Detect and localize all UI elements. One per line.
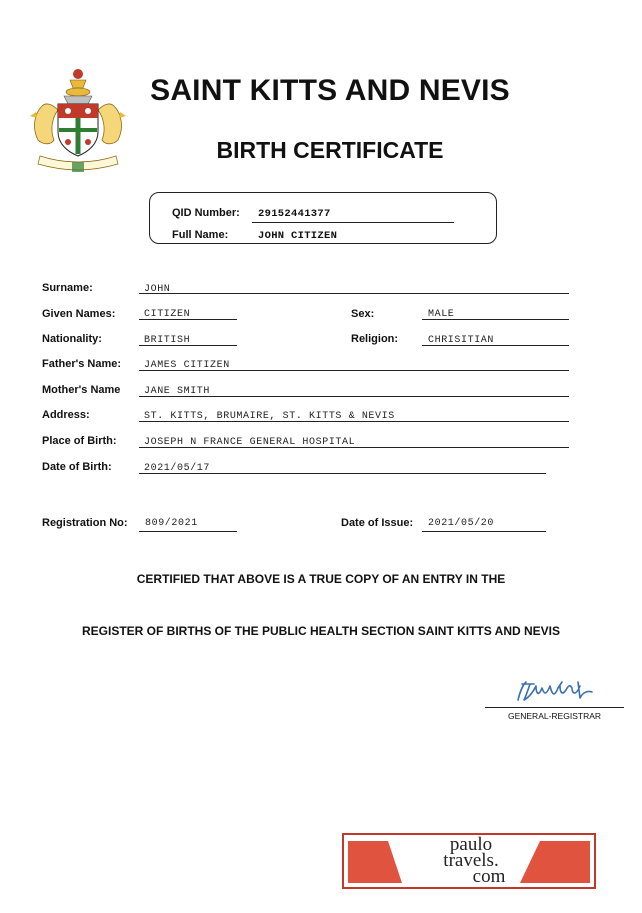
qid-underline xyxy=(252,222,454,223)
sex-value: MALE xyxy=(428,309,455,320)
signature-icon xyxy=(508,676,598,706)
place-of-birth-label: Place of Birth: xyxy=(42,435,117,447)
country-title: SAINT KITTS AND NEVIS xyxy=(150,74,510,107)
given-names-label: Given Names: xyxy=(42,308,116,320)
religion-underline xyxy=(422,345,569,346)
address-underline xyxy=(139,421,569,422)
document-title: BIRTH CERTIFICATE xyxy=(216,137,444,163)
coat-of-arms-icon xyxy=(28,66,128,174)
nationality-label: Nationality: xyxy=(42,333,102,345)
father-label: Father's Name: xyxy=(42,358,122,370)
father-value: JAMES CITIZEN xyxy=(144,360,230,371)
registration-no-underline xyxy=(139,531,237,532)
mother-underline xyxy=(139,396,569,397)
logo-line-2: travels. xyxy=(443,850,499,871)
sex-label: Sex: xyxy=(351,308,375,320)
full-name-underline xyxy=(252,243,454,244)
qid-label: QID Number: xyxy=(172,207,240,219)
father-underline xyxy=(139,370,569,371)
logo-line-1: paulo xyxy=(449,834,493,855)
nationality-underline xyxy=(139,345,237,346)
full-name-label: Full Name: xyxy=(172,229,229,241)
mother-value: JANE SMITH xyxy=(144,386,211,397)
surname-label: Surname: xyxy=(42,282,93,294)
given-names-value: CITIZEN xyxy=(144,309,191,320)
place-of-birth-underline xyxy=(139,447,569,448)
certification-line-2: REGISTER OF BIRTHS OF THE PUBLIC HEALTH SECTION SAINT KITTS AND NEVIS xyxy=(81,624,560,638)
surname-value: JOHN xyxy=(144,284,171,295)
signature-line xyxy=(485,707,624,708)
registration-no-label: Registration No: xyxy=(42,517,128,529)
date-of-birth-underline xyxy=(139,473,546,474)
address-value: ST. KITTS, BRUMAIRE, ST. KITTS & NEVIS xyxy=(144,411,395,422)
religion-value: CHRISITIAN xyxy=(428,335,495,346)
date-of-issue-value: 2021/05/20 xyxy=(428,518,495,529)
registration-no-value: 809/2021 xyxy=(145,518,198,529)
address-label: Address: xyxy=(42,409,90,421)
religion-label: Religion: xyxy=(351,333,399,345)
certification-line-1: CERTIFIED THAT ABOVE IS A TRUE COPY OF AN ENTRY IN THE xyxy=(136,572,506,586)
date-of-issue-underline xyxy=(422,531,546,532)
full-name-value: JOHN CITIZEN xyxy=(258,230,338,242)
date-of-birth-value: 2021/05/17 xyxy=(144,463,211,474)
logo-text xyxy=(396,834,546,887)
sex-underline xyxy=(422,319,569,320)
surname-underline xyxy=(139,293,569,294)
place-of-birth-value: JOSEPH N FRANCE GENERAL HOSPITAL xyxy=(144,437,356,448)
given-names-underline xyxy=(139,319,237,320)
qid-value: 29152441377 xyxy=(258,208,331,220)
nationality-value: BRITISH xyxy=(144,335,191,346)
paulo-travels-logo xyxy=(342,833,596,889)
logo-line-3: com xyxy=(472,866,506,887)
general-registrar-label: GENERAL-REGISTRAR xyxy=(507,711,602,721)
date-of-issue-label: Date of Issue: xyxy=(341,517,414,529)
mother-label: Mother's Name xyxy=(42,384,121,396)
date-of-birth-label: Date of Birth: xyxy=(42,461,112,473)
